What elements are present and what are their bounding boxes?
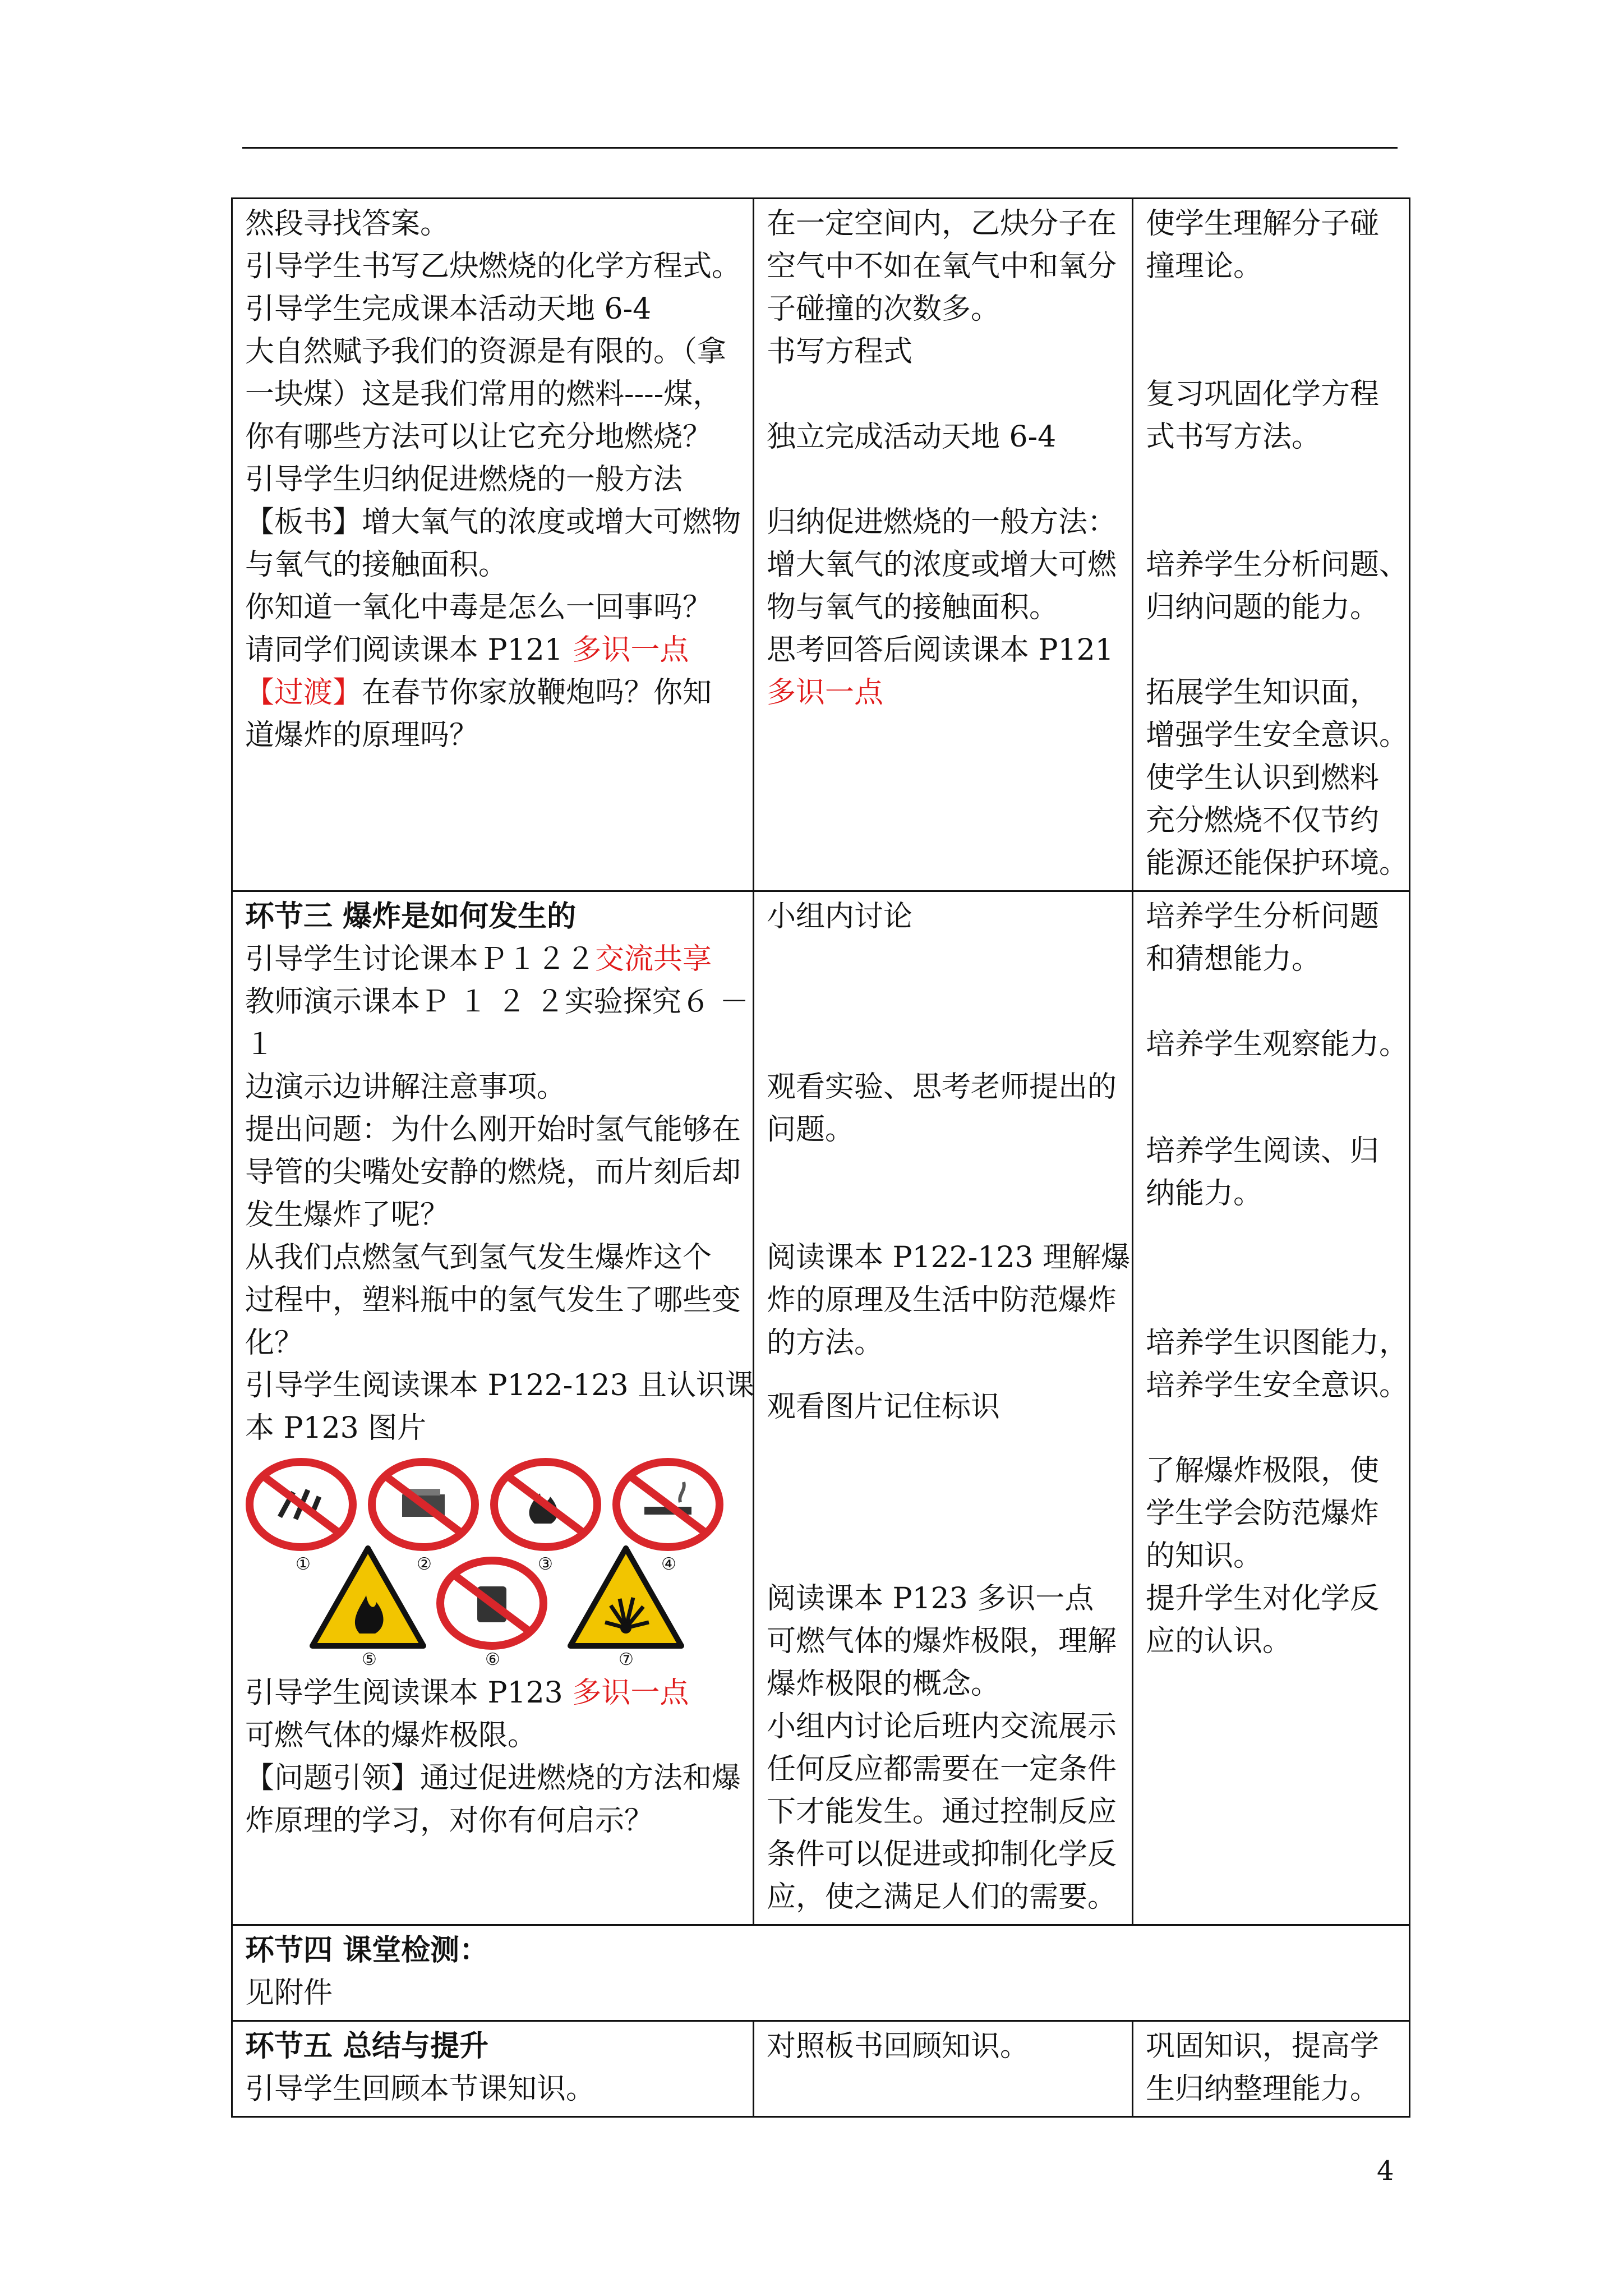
text-line (767, 373, 1121, 416)
text-line: 小组内讨论后班内交流展示 (767, 1710, 1117, 1743)
classroom-test-cell (232, 1925, 1410, 2021)
text-line: 纳能力。 (1146, 1177, 1263, 1211)
student-activity-cell (754, 891, 1133, 1925)
text-line: 一块煤）这是我们常用的燃料----煤， (245, 378, 722, 411)
text-line: 的知识。 (1146, 1539, 1263, 1573)
text-line: 然段寻找答案。 (245, 207, 450, 241)
text-line: 道爆炸的原理吗？ (245, 719, 479, 752)
text-line: 条件可以促进或抑制化学反 (767, 1838, 1117, 1871)
sign-number: ② (417, 1554, 432, 1574)
text-line: 发生爆炸了呢？ (245, 1198, 450, 1232)
text-line: 学生学会防范爆炸 (1146, 1497, 1380, 1530)
no-open-flame-sign-icon (490, 1457, 602, 1552)
text-line: 阅读课本 P123 多识一点 (767, 1582, 1094, 1616)
text-line: 炸的原理及生活中防范爆炸 (767, 1283, 1117, 1317)
reading-line (245, 629, 741, 671)
text-line: 引导学生阅读课本 P122-123 且认识课 (245, 1369, 755, 1402)
discuss-text: 引导学生讨论课本Ｐ１２２ (245, 942, 596, 976)
text-line: 观看实验、思考老师提出的 (767, 1070, 1117, 1104)
text-line (1146, 288, 1398, 330)
no-explosives-sign-icon (245, 1457, 357, 1552)
text-line (767, 458, 1121, 501)
design-intent-cell (1133, 2021, 1410, 2117)
text-line: 提出问题：为什么刚开始时氢气能够在 (245, 1113, 741, 1147)
text-line: 小组内讨论 (767, 900, 913, 933)
text-line: 培养学生阅读、归 (1146, 1134, 1380, 1168)
text-line: １ (245, 1028, 275, 1061)
text-line: 你知道一氧化中毒是怎么一回事吗？ (245, 591, 712, 624)
text-line: 任何反应都需要在一定条件 (767, 1752, 1117, 1786)
text-line: 使学生认识到燃料 (1146, 761, 1380, 795)
reading-line (245, 1672, 741, 1714)
text-line: 见附件 (245, 1976, 333, 2010)
table-row (232, 1925, 1410, 2021)
text-line: 增大氧气的浓度或增大可燃 (767, 548, 1117, 582)
transition-text: 在春节你家放鞭炮吗？你知 (362, 676, 712, 710)
text-line: 观看图片记住标识 (767, 1390, 1000, 1424)
text-line: 能源还能保护环境。 (1146, 846, 1409, 880)
reading-text: 引导学生阅读课本 P123 (245, 1676, 573, 1710)
text-line: 的方法。 (767, 1326, 884, 1360)
sign-number: ③ (538, 1554, 553, 1574)
table-row (232, 891, 1410, 1925)
text-line: 生归纳整理能力。 (1146, 2072, 1380, 2106)
text-line: 巩固知识，提高学 (1146, 2030, 1380, 2063)
text-line: 应的认识。 (1146, 1625, 1292, 1658)
text-line: 问题。 (767, 1113, 855, 1147)
highlight-text: 多识一点 (767, 676, 884, 710)
teacher-activity-cell (232, 2021, 754, 2117)
text-line (1146, 501, 1398, 544)
text-line: 引导学生书写乙炔燃烧的化学方程式。 (245, 250, 741, 283)
flammable-warning-sign-icon (308, 1544, 428, 1650)
no-smoking-sign-icon (612, 1457, 724, 1552)
text-line: 导管的尖嘴处安静的燃烧，而片刻后却 (245, 1156, 741, 1189)
text-line (1146, 330, 1398, 373)
text-line: 思考回答后阅读课本 P121 (767, 633, 1114, 667)
text-line: 培养学生安全意识。 (1146, 1369, 1409, 1402)
text-line: 本 P123 图片 (245, 1411, 427, 1445)
text-line: 引导学生归纳促进燃烧的一般方法 (245, 463, 683, 496)
text-line: 空气中不如在氧气中和氧分 (767, 250, 1117, 283)
text-line: 了解爆炸极限，使 (1146, 1454, 1380, 1488)
highlight-text: 交流共享 (595, 942, 712, 976)
section-title: 环节四 课堂检测： (245, 1933, 489, 1967)
text-line: 撞理论。 (1146, 250, 1263, 283)
header-rule (242, 147, 1398, 149)
table-row (232, 2021, 1410, 2117)
transition-line (245, 671, 741, 714)
design-intent-cell (1133, 199, 1410, 891)
highlight-text: 多识一点 (572, 1676, 689, 1710)
text-line: 下才能发生。通过控制反应 (767, 1795, 1117, 1829)
text-line: 【板书】增大氧气的浓度或增大可燃物 (245, 505, 741, 539)
text-line (1146, 629, 1398, 671)
text-line: 边演示边讲解注意事项。 (245, 1070, 566, 1104)
text-line: 可燃气体的爆炸极限，理解 (767, 1625, 1117, 1658)
text-line: 培养学生识图能力， (1146, 1326, 1409, 1360)
text-line: 提升学生对化学反 (1146, 1582, 1380, 1616)
teacher-activity-cell (232, 891, 754, 1925)
text-line: 教师演示课本Ｐ １ ２ ２实验探究６ － (245, 985, 749, 1019)
no-storage-sign-icon (436, 1556, 548, 1650)
text-line: 与氧气的接触面积。 (245, 548, 508, 582)
lesson-plan-table (231, 197, 1410, 2118)
text-line: 化？ (245, 1326, 304, 1360)
student-activity-cell (754, 2021, 1133, 2117)
transition-label: 【过渡】 (245, 676, 362, 710)
student-activity-cell (754, 199, 1133, 891)
text-line: 和猜想能力。 (1146, 942, 1321, 976)
section-title: 环节五 总结与提升 (245, 2029, 489, 2063)
text-line: 在一定空间内，乙炔分子在 (767, 207, 1117, 241)
text-line: 书写方程式 (767, 335, 913, 369)
text-line: 培养学生分析问题、 (1146, 548, 1409, 582)
sign-number: ⑦ (619, 1650, 634, 1669)
text-line: 物与氧气的接触面积。 (767, 591, 1059, 624)
text-line: 复习巩固化学方程 (1146, 378, 1380, 411)
text-line: 式书写方法。 (1146, 420, 1321, 454)
sign-number: ⑤ (362, 1650, 377, 1669)
highlight-text: 多识一点 (572, 633, 689, 667)
text-line: 独立完成活动天地 6-4 (767, 420, 1057, 454)
section-title: 环节三 爆炸是如何发生的 (245, 899, 577, 933)
text-line: 子碰撞的次数多。 (767, 292, 1000, 326)
sign-number: ④ (661, 1554, 676, 1574)
text-line: 引导学生回顾本节课知识。 (245, 2072, 596, 2106)
safety-signs-image (245, 1457, 727, 1668)
text-line: 归纳促进燃烧的一般方法： (767, 505, 1117, 539)
text-line: 应，使之满足人们的需要。 (767, 1880, 1117, 1914)
text-line: 培养学生分析问题 (1146, 900, 1380, 933)
text-line: 使学生理解分子碰 (1146, 207, 1380, 241)
text-line: 拓展学生知识面， (1146, 676, 1380, 710)
text-line: 你有哪些方法可以让它充分地燃烧？ (245, 420, 712, 454)
text-line: 充分燃烧不仅节约 (1146, 804, 1380, 838)
text-line: 可燃气体的爆炸极限。 (245, 1719, 537, 1752)
no-flammables-sign-icon (367, 1457, 479, 1552)
text-line: 归纳问题的能力。 (1146, 591, 1380, 624)
text-line: 爆炸极限的概念。 (767, 1667, 1000, 1701)
text-line (1146, 458, 1398, 501)
text-line: 大自然赋予我们的资源是有限的。（拿 (245, 335, 727, 369)
text-line: 过程中，塑料瓶中的氢气发生了哪些变 (245, 1283, 741, 1317)
sign-number: ① (296, 1554, 311, 1574)
text-line: 增强学生安全意识。 (1146, 719, 1409, 752)
table-row (232, 199, 1410, 891)
page-number: 4 (1377, 2155, 1394, 2187)
text-line: 培养学生观察能力。 (1146, 1028, 1409, 1061)
reading-text: 请同学们阅读课本 P121 (245, 633, 573, 667)
text-line: 引导学生完成课本活动天地 6-4 (245, 292, 652, 326)
teacher-activity-cell (232, 199, 754, 891)
design-intent-cell (1133, 891, 1410, 1925)
text-line: 【问题引领】通过促进燃烧的方法和爆 (245, 1761, 741, 1795)
text-line: 对照板书回顾知识。 (767, 2030, 1030, 2063)
sign-number: ⑥ (485, 1650, 500, 1669)
text-line: 从我们点燃氢气到氢气发生爆炸这个 (245, 1241, 712, 1274)
text-line: 阅读课本 P122-123 理解爆 (767, 1241, 1131, 1274)
explosive-warning-sign-icon (566, 1544, 686, 1650)
discuss-line (245, 938, 741, 981)
text-line: 炸原理的学习，对你有何启示？ (245, 1804, 654, 1838)
